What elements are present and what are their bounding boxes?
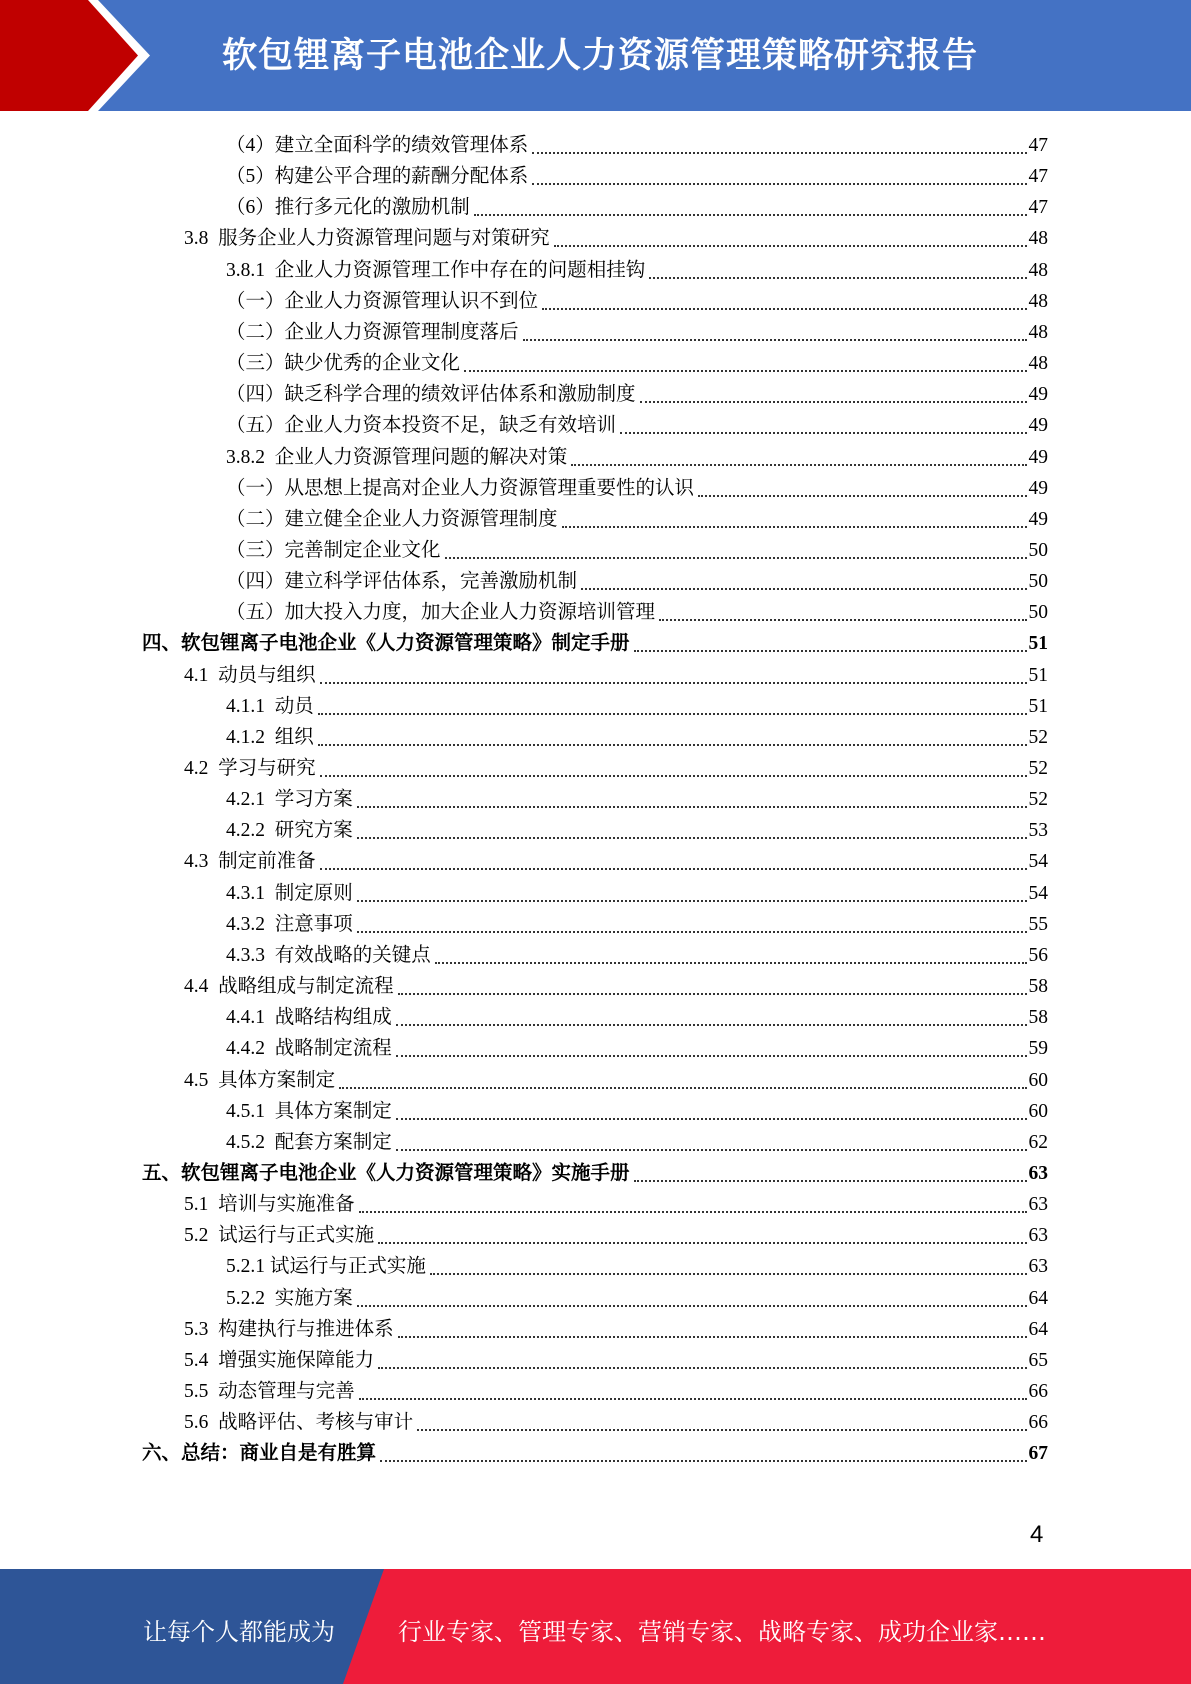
toc-entry-title: 动员与组织 bbox=[218, 664, 316, 686]
toc-entry-number: 4.2.1 bbox=[226, 789, 275, 811]
toc-dot-leader bbox=[562, 525, 1027, 528]
toc-entry[interactable] bbox=[184, 657, 1048, 688]
toc-entry-page: 60 bbox=[1028, 1069, 1048, 1091]
toc-entry-page: 64 bbox=[1028, 1287, 1048, 1309]
toc-entry-title: （四）建立科学评估体系，完善激励机制 bbox=[226, 571, 578, 593]
toc-dot-leader bbox=[396, 1117, 1027, 1120]
toc-entry-title: （五）加大投入力度，加大企业人力资源培训管理 bbox=[226, 602, 656, 624]
toc-entry-number: 4.5.1 bbox=[226, 1100, 275, 1122]
toc-dot-leader bbox=[359, 1210, 1027, 1213]
toc-entry[interactable] bbox=[226, 781, 1048, 812]
toc-entry-page: 52 bbox=[1028, 726, 1048, 748]
toc-entry-title: 战略结构组成 bbox=[274, 1007, 392, 1029]
toc-entry-page: 66 bbox=[1028, 1412, 1048, 1434]
toc-entry[interactable] bbox=[184, 220, 1048, 251]
toc-entry[interactable] bbox=[184, 1062, 1048, 1093]
toc-entry[interactable] bbox=[226, 594, 1048, 625]
toc-dot-leader bbox=[320, 774, 1027, 777]
toc-entry-title: 学习方案 bbox=[274, 789, 353, 811]
toc-dot-leader bbox=[571, 463, 1026, 466]
toc-entry-page: 52 bbox=[1028, 789, 1048, 811]
toc-entry-page: 49 bbox=[1028, 508, 1048, 530]
toc-entry[interactable] bbox=[226, 1280, 1048, 1311]
toc-entry-number: 5.2 bbox=[184, 1225, 219, 1247]
toc-entry-title: （一）从思想上提高对企业人力资源管理重要性的认识 bbox=[226, 477, 695, 499]
toc-entry-number: 5.1 bbox=[184, 1194, 219, 1216]
toc-entry-number: 3.8.1 bbox=[226, 259, 275, 281]
toc-entry-title: 服务企业人力资源管理问题与对策研究 bbox=[218, 228, 550, 250]
toc-entry[interactable] bbox=[226, 875, 1048, 906]
toc-entry[interactable] bbox=[226, 314, 1048, 345]
toc-entry[interactable] bbox=[226, 158, 1048, 189]
toc-entry-title: 五、软包锂离子电池企业《人力资源管理策略》实施手册 bbox=[142, 1162, 630, 1184]
toc-entry[interactable] bbox=[226, 470, 1048, 501]
toc-entry[interactable] bbox=[226, 999, 1048, 1030]
toc-entry[interactable] bbox=[226, 252, 1048, 283]
toc-entry-title: （一）企业人力资源管理认识不到位 bbox=[226, 290, 539, 312]
toc-dot-leader bbox=[357, 899, 1027, 902]
toc-entry-page: 55 bbox=[1028, 913, 1048, 935]
toc-entry-page: 51 bbox=[1028, 633, 1048, 655]
toc-entry[interactable] bbox=[226, 1248, 1048, 1279]
toc-entry-title: 企业人力资源管理问题的解决对策 bbox=[274, 446, 568, 468]
toc-entry-page: 53 bbox=[1028, 820, 1048, 842]
toc-entry-number: 4.3.2 bbox=[226, 913, 275, 935]
toc-entry-page: 51 bbox=[1028, 664, 1048, 686]
toc-entry[interactable] bbox=[226, 563, 1048, 594]
toc-dot-leader bbox=[396, 1023, 1027, 1026]
toc-entry[interactable] bbox=[184, 843, 1048, 874]
toc-entry-page: 63 bbox=[1028, 1225, 1048, 1247]
toc-entry-number: 4.5 bbox=[184, 1069, 219, 1091]
toc-entry[interactable] bbox=[184, 750, 1048, 781]
toc-entry-title: （5）构建公平合理的薪酬分配体系 bbox=[226, 166, 529, 188]
toc-entry-page: 66 bbox=[1028, 1381, 1048, 1402]
toc-dot-leader bbox=[445, 556, 1027, 559]
toc-entry-title: 战略评估、考核与审计 bbox=[218, 1412, 414, 1434]
toc-entry-title: 制定原则 bbox=[274, 882, 353, 904]
toc-dot-leader bbox=[542, 307, 1026, 310]
toc-entry-page: 49 bbox=[1028, 384, 1048, 406]
toc-entry-title: 实施方案 bbox=[274, 1287, 353, 1309]
toc-entry[interactable] bbox=[226, 376, 1048, 407]
toc-entry-title: （四）缺乏科学合理的绩效评估体系和激励制度 bbox=[226, 384, 636, 406]
toc-entry-number: 4.1.1 bbox=[226, 695, 275, 717]
toc-entry[interactable] bbox=[226, 937, 1048, 968]
toc-entry-title: 动态管理与完善 bbox=[218, 1381, 355, 1402]
toc-entry[interactable] bbox=[226, 532, 1048, 563]
toc-entry-number: 4.3.1 bbox=[226, 882, 275, 904]
toc-entry-page: 63 bbox=[1028, 1162, 1048, 1184]
toc-entry[interactable] bbox=[226, 407, 1048, 438]
toc-entry-number: 5.5 bbox=[184, 1381, 219, 1402]
toc-entry-page: 47 bbox=[1028, 197, 1048, 219]
toc-entry-number: 4.2 bbox=[184, 758, 219, 779]
toc-entry-title: （6）推行多元化的激励机制 bbox=[226, 197, 470, 219]
toc-entry[interactable] bbox=[226, 127, 1048, 158]
toc-dot-leader bbox=[554, 244, 1027, 247]
toc-entry-title: 有效战略的关键点 bbox=[274, 944, 431, 966]
toc-entry[interactable] bbox=[142, 1435, 1048, 1466]
toc-dot-leader bbox=[581, 587, 1026, 590]
toc-entry-title: （4）建立全面科学的绩效管理体系 bbox=[226, 135, 529, 156]
toc-entry-page: 48 bbox=[1028, 228, 1048, 250]
toc-entry-number: 4.4.2 bbox=[226, 1038, 275, 1060]
toc-dot-leader bbox=[634, 1179, 1027, 1182]
toc-entry-number: 5.2.1 bbox=[226, 1256, 270, 1278]
toc-entry-page: 54 bbox=[1028, 851, 1048, 873]
toc-dot-leader bbox=[649, 276, 1026, 279]
toc-entry-page: 65 bbox=[1028, 1349, 1048, 1371]
toc-entry-title: 制定前准备 bbox=[218, 851, 316, 873]
toc-entry-title: （三）缺少优秀的企业文化 bbox=[226, 353, 461, 375]
toc-entry-title: （三）完善制定企业文化 bbox=[226, 539, 441, 561]
toc-entry[interactable] bbox=[226, 439, 1048, 470]
toc-entry-number: 4.3 bbox=[184, 851, 219, 873]
toc-dot-leader bbox=[396, 1054, 1027, 1057]
toc-entry-page: 48 bbox=[1028, 259, 1048, 281]
toc-entry-number: 4.5.2 bbox=[226, 1131, 275, 1153]
toc-entry[interactable] bbox=[226, 1124, 1048, 1155]
toc-dot-leader bbox=[464, 369, 1026, 372]
toc-entry-page: 48 bbox=[1028, 353, 1048, 375]
toc-dot-leader bbox=[698, 494, 1026, 497]
toc-dot-leader bbox=[523, 338, 1027, 341]
toc-entry[interactable] bbox=[226, 501, 1048, 532]
toc-dot-leader bbox=[396, 1148, 1027, 1151]
toc-entry-number: 5.6 bbox=[184, 1412, 219, 1434]
toc-dot-leader bbox=[339, 1086, 1026, 1089]
toc-entry-title: 培训与实施准备 bbox=[218, 1194, 355, 1216]
footer-slogan-right: 行业专家、管理专家、营销专家、战略专家、成功企业家…… bbox=[398, 1618, 1046, 1646]
toc-entry-title: （二）建立健全企业人力资源管理制度 bbox=[226, 508, 558, 530]
toc-entry-title: 研究方案 bbox=[274, 820, 353, 842]
toc-dot-leader bbox=[320, 867, 1027, 870]
toc-entry-page: 49 bbox=[1028, 477, 1048, 499]
toc-entry-page: 52 bbox=[1028, 758, 1048, 779]
toc-entry[interactable] bbox=[184, 1373, 1048, 1404]
page-header bbox=[0, 0, 1191, 111]
toc-entry[interactable] bbox=[184, 968, 1048, 999]
toc-entry[interactable] bbox=[184, 1311, 1048, 1342]
toc-dot-leader bbox=[398, 992, 1027, 995]
toc-entry-title: 具体方案制定 bbox=[218, 1069, 336, 1091]
toc-dot-leader bbox=[474, 213, 1027, 216]
toc-dot-leader bbox=[359, 1397, 1027, 1400]
toc-entry-page: 67 bbox=[1028, 1443, 1048, 1465]
toc-entry-title: 战略制定流程 bbox=[274, 1038, 392, 1060]
toc-entry-title: 构建执行与推进体系 bbox=[218, 1318, 394, 1340]
page-footer bbox=[0, 1569, 1191, 1684]
toc-entry[interactable] bbox=[226, 688, 1048, 719]
toc-dot-leader bbox=[532, 151, 1026, 154]
toc-entry-page: 64 bbox=[1028, 1318, 1048, 1340]
toc-dot-leader bbox=[318, 712, 1027, 715]
toc-entry-page: 62 bbox=[1028, 1131, 1048, 1153]
toc-entry-title: 增强实施保障能力 bbox=[218, 1349, 375, 1371]
toc-dot-leader bbox=[620, 431, 1026, 434]
toc-entry[interactable] bbox=[184, 1342, 1048, 1373]
toc-entry-title: 注意事项 bbox=[274, 913, 353, 935]
toc-entry[interactable] bbox=[226, 345, 1048, 376]
toc-dot-leader bbox=[318, 743, 1027, 746]
toc-entry-title: 组织 bbox=[274, 726, 314, 748]
toc-entry[interactable] bbox=[184, 1404, 1048, 1435]
toc-entry-page: 56 bbox=[1028, 944, 1048, 966]
toc-dot-leader bbox=[417, 1428, 1026, 1431]
toc-entry-title: 动员 bbox=[274, 695, 314, 717]
toc-dot-leader bbox=[532, 182, 1026, 185]
toc-entry-number: 4.4.1 bbox=[226, 1007, 275, 1029]
toc-dot-leader bbox=[435, 961, 1027, 964]
toc-entry-page: 49 bbox=[1028, 446, 1048, 468]
toc-entry-page: 48 bbox=[1028, 321, 1048, 343]
toc-entry-page: 50 bbox=[1028, 602, 1048, 624]
toc-entry-title: 试运行与正式实施 bbox=[218, 1225, 375, 1247]
toc-entry[interactable] bbox=[226, 283, 1048, 314]
toc-entry-page: 54 bbox=[1028, 882, 1048, 904]
toc-entry-page: 58 bbox=[1028, 1007, 1048, 1029]
toc-dot-leader bbox=[378, 1241, 1026, 1244]
toc-dot-leader bbox=[640, 400, 1027, 403]
toc-entry-page: 63 bbox=[1028, 1256, 1048, 1278]
toc-entry[interactable] bbox=[142, 1155, 1048, 1186]
toc-entry-page: 51 bbox=[1028, 695, 1048, 717]
toc-dot-leader bbox=[378, 1366, 1026, 1369]
toc-entry[interactable] bbox=[226, 719, 1048, 750]
toc-dot-leader bbox=[634, 649, 1027, 652]
toc-entry-title: （二）企业人力资源管理制度落后 bbox=[226, 321, 519, 343]
toc-entry-number: 3.8.2 bbox=[226, 446, 275, 468]
toc-entry-number: 4.4 bbox=[184, 976, 219, 998]
document-title: 软包锂离子电池企业人力资源管理策略研究报告 bbox=[222, 36, 979, 76]
toc-entry-number: 5.2.2 bbox=[226, 1287, 275, 1309]
toc-entry-title: 六、总结：商业自是有胜算 bbox=[142, 1443, 377, 1465]
toc-entry-page: 50 bbox=[1028, 571, 1048, 593]
toc-dot-leader bbox=[398, 1335, 1027, 1338]
toc-entry-title: 配套方案制定 bbox=[274, 1131, 392, 1153]
toc-entry-title: 学习与研究 bbox=[218, 758, 316, 779]
toc-entry-number: 4.2.2 bbox=[226, 820, 275, 842]
toc-dot-leader bbox=[357, 836, 1027, 839]
page-number: 4 bbox=[1030, 1521, 1044, 1548]
toc-entry[interactable] bbox=[226, 812, 1048, 843]
toc-entry[interactable] bbox=[184, 1186, 1048, 1217]
toc-entry-title: 四、软包锂离子电池企业《人力资源管理策略》制定手册 bbox=[142, 633, 630, 655]
toc-entry-title: 企业人力资源管理工作中存在的问题相挂钩 bbox=[274, 259, 646, 281]
toc-entry[interactable] bbox=[226, 189, 1048, 220]
toc-entry-page: 63 bbox=[1028, 1194, 1048, 1216]
toc-entry-page: 50 bbox=[1028, 539, 1048, 561]
toc-dot-leader bbox=[357, 930, 1027, 933]
toc-dot-leader bbox=[357, 805, 1027, 808]
toc-entry-number: 4.1 bbox=[184, 664, 219, 686]
toc-entry-page: 47 bbox=[1028, 135, 1048, 156]
toc-entry-page: 59 bbox=[1028, 1038, 1048, 1060]
toc-entry[interactable] bbox=[226, 1030, 1048, 1061]
toc-entry[interactable] bbox=[184, 1217, 1048, 1248]
toc-entry-number: 3.8 bbox=[184, 228, 219, 250]
toc-entry-title: （五）企业人力资本投资不足，缺乏有效培训 bbox=[226, 415, 617, 437]
toc-entry-page: 58 bbox=[1028, 976, 1048, 998]
toc-entry[interactable] bbox=[226, 1093, 1048, 1124]
toc-dot-leader bbox=[357, 1304, 1027, 1307]
toc-entry-page: 49 bbox=[1028, 415, 1048, 437]
toc-dot-leader bbox=[659, 618, 1026, 621]
toc-entry-number: 5.4 bbox=[184, 1349, 219, 1371]
toc-entry-title: 具体方案制定 bbox=[274, 1100, 392, 1122]
toc-entry-number: 4.3.3 bbox=[226, 944, 275, 966]
toc-entry-page: 60 bbox=[1028, 1100, 1048, 1122]
toc-dot-leader bbox=[320, 681, 1027, 684]
toc-entry-number: 4.1.2 bbox=[226, 726, 275, 748]
toc-entry-page: 47 bbox=[1028, 166, 1048, 188]
toc-dot-leader bbox=[430, 1272, 1027, 1275]
toc-entry-page: 48 bbox=[1028, 290, 1048, 312]
toc-entry[interactable] bbox=[142, 625, 1048, 656]
footer-slogan-left: 让每个人都能成为 bbox=[143, 1618, 335, 1646]
toc-entry-title: 试运行与正式实施 bbox=[269, 1256, 426, 1278]
toc-entry[interactable] bbox=[226, 906, 1048, 937]
toc-entry-title: 战略组成与制定流程 bbox=[218, 976, 394, 998]
toc-dot-leader bbox=[380, 1459, 1026, 1462]
toc-entry-number: 5.3 bbox=[184, 1318, 219, 1340]
